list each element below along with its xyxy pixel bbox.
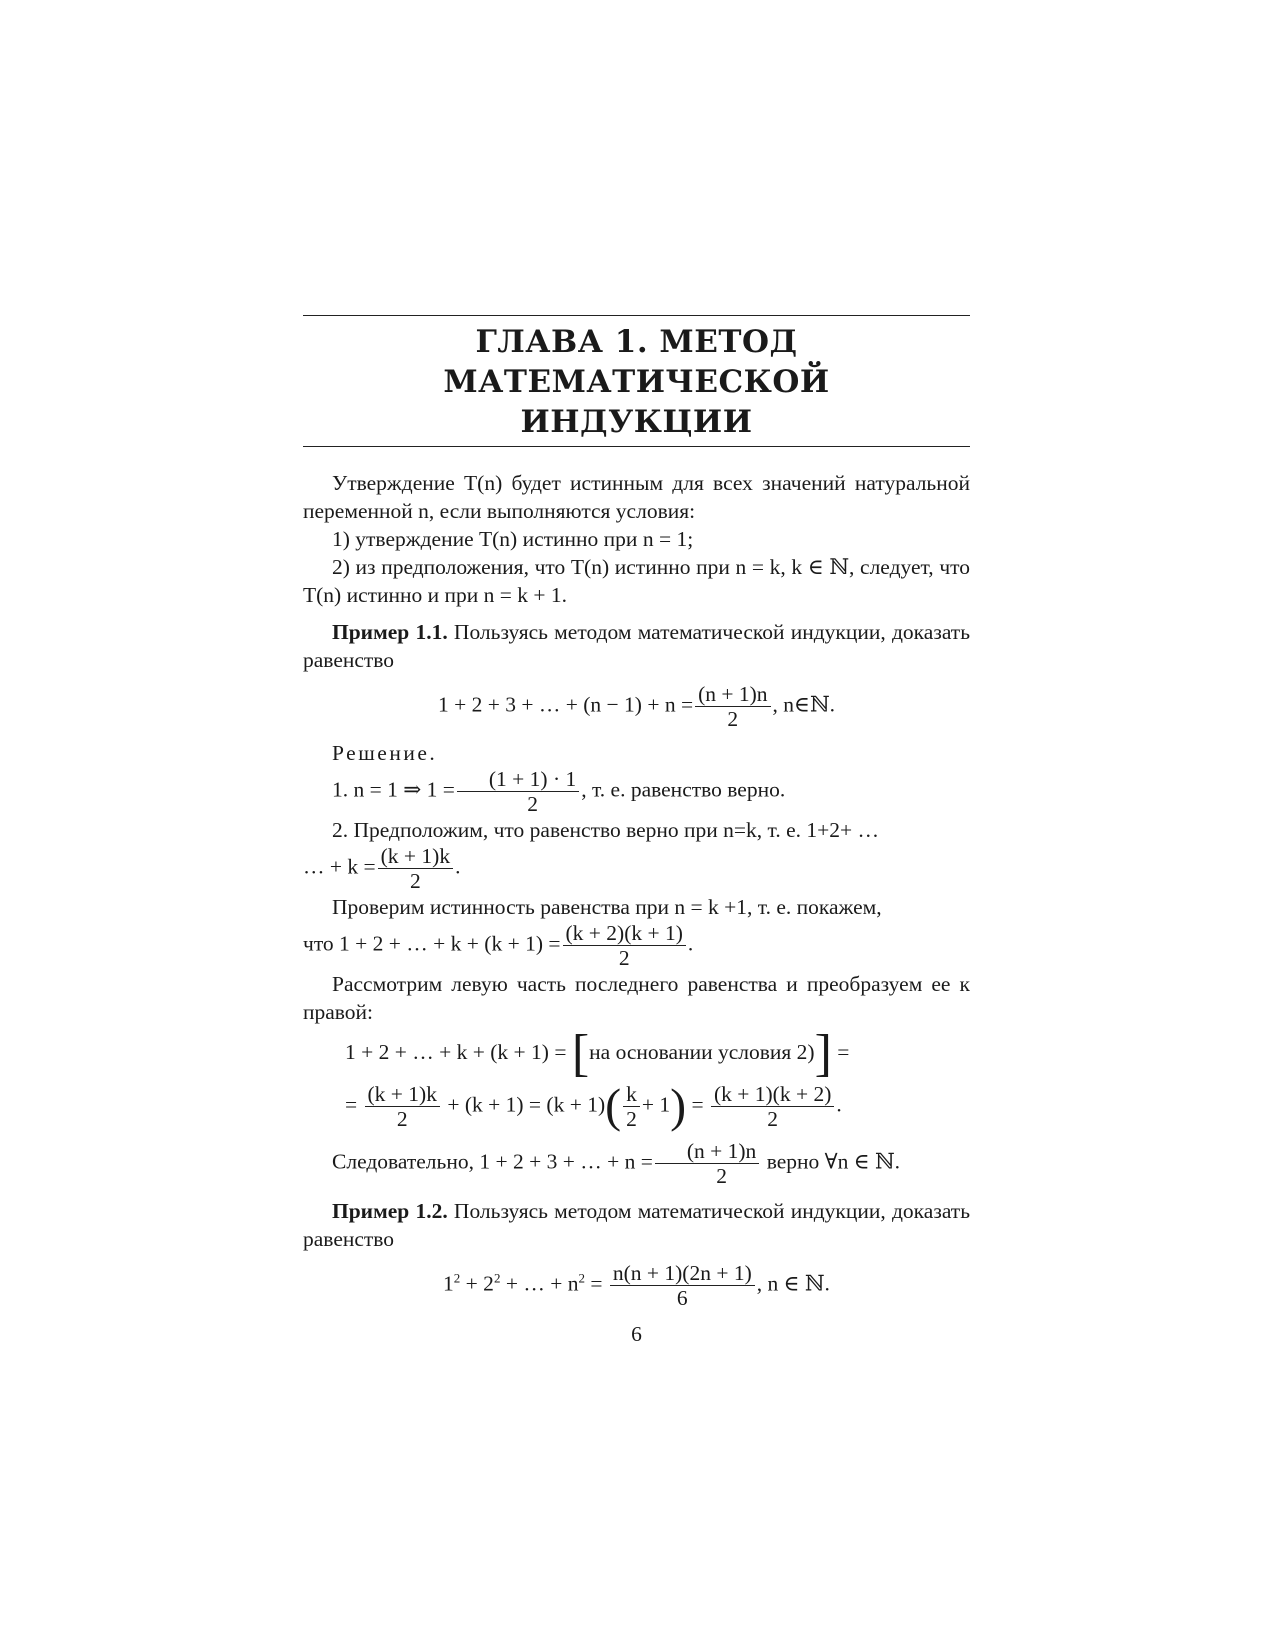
example-2-fraction (610, 1261, 755, 1310)
check-left: что 1 + 2 + … + k + (k + 1) = (303, 931, 561, 956)
check-paragraph: Проверим истинность равенства при n = k +1, т. е. покажем, (332, 895, 882, 919)
solution-label (303, 739, 970, 767)
fraction-numerator: (n + 1)n (655, 1139, 759, 1164)
page-number: 6 (631, 1322, 642, 1346)
example-1-formula (303, 682, 970, 731)
exponent: 2 (453, 1270, 461, 1286)
equation-2-end: . (836, 1092, 842, 1117)
example-1-formula-left: 1 + 2 + 3 + … + (n − 1) + n = (438, 692, 694, 717)
exponent: 2 (578, 1270, 585, 1286)
equation-2 (303, 1079, 970, 1133)
example-1-fraction (695, 682, 770, 731)
equation-1-right: = (837, 1039, 850, 1064)
fraction-numerator: (n + 1)n (695, 682, 770, 707)
equation-1 (303, 1025, 970, 1082)
book-page (303, 315, 970, 1348)
term-b: + 2 (460, 1271, 494, 1296)
check-right: . (687, 931, 694, 956)
check-fraction (563, 921, 686, 970)
example-1-text: Пользуясь методом математической индукции, доказать равенство (303, 620, 971, 672)
term-c: + … + n (500, 1271, 579, 1296)
fraction-numerator: (1 + 1) · 1 (457, 767, 579, 792)
fraction-numerator: (k + 1)k (378, 844, 453, 869)
example-1-statement (303, 618, 970, 674)
solution-step-2: 2. Предположим, что равенство верно при n=k, т. е. 1+2+ … (332, 818, 880, 842)
fraction-denominator: 2 (767, 1107, 779, 1131)
fraction-denominator: 2 (727, 707, 739, 731)
solution-step-1 (303, 767, 970, 816)
fraction-numerator: k (623, 1082, 640, 1107)
fraction-numerator: n(n + 1)(2n + 1) (610, 1261, 755, 1286)
consider-paragraph: Рассмотрим левую часть последнего равенства и преобразуем ее к правой: (303, 972, 970, 1024)
example-1-formula-right: , n∈ℕ. (772, 692, 835, 717)
term-d: = (584, 1271, 603, 1296)
condition-2: 2) из предположения, что T(n) истинно при n = k, k ∈ ℕ, следует, что T(n) истинно и при n = k + 1. (303, 555, 970, 607)
fraction-denominator: 2 (716, 1164, 727, 1188)
example-2-text: Пользуясь методом математической индукции, доказать равенство (303, 1199, 971, 1251)
conclusion-fraction (655, 1139, 759, 1188)
chapter-body (303, 469, 970, 1348)
equation-2-fraction-3 (711, 1082, 834, 1131)
fraction-numerator: (k + 1)(k + 2) (711, 1082, 834, 1107)
example-2-statement (303, 1197, 970, 1253)
fraction-denominator: 2 (618, 946, 630, 970)
intro-paragraph: Утверждение T(n) будет истинным для всех значений натуральной переменной n, если выполняются условия: (303, 471, 970, 523)
fraction-denominator: 2 (396, 1107, 408, 1131)
chapter-title (303, 316, 970, 446)
equation-2-start: = (345, 1092, 358, 1117)
equation-2-plus-one: + 1 (641, 1092, 671, 1117)
bottom-rule (303, 446, 970, 447)
step-1-left: 1. n = 1 ⇒ 1 = (332, 777, 455, 802)
step-1-right: , т. е. равенство верно. (581, 777, 786, 802)
example-1-label: Пример 1.1. (332, 620, 448, 644)
equation-2-fraction-1 (365, 1082, 440, 1131)
right-bracket: ] (814, 1025, 832, 1082)
example-2-formula (303, 1261, 970, 1310)
fraction-numerator: (k + 2)(k + 1) (563, 921, 686, 946)
example-2-formula-right: , n ∈ ℕ. (756, 1271, 830, 1296)
fraction-numerator: (k + 1)k (365, 1082, 440, 1107)
solution-label-text: Решение. (332, 741, 438, 765)
fraction-denominator: 2 (409, 869, 421, 893)
fraction-denominator: 2 (626, 1107, 637, 1131)
equation-1-bracket-text: на основании условия 2) (589, 1039, 815, 1064)
conclusion-left: Следовательно, 1 + 2 + 3 + … + n = (332, 1149, 653, 1174)
fraction-denominator: 2 (527, 792, 538, 816)
conclusion (303, 1139, 970, 1188)
fraction-denominator: 6 (676, 1286, 688, 1310)
equation-2-middle: + (k + 1) = (k + 1) (447, 1092, 606, 1117)
right-paren: ) (670, 1079, 687, 1133)
example-2-label: Пример 1.2. (332, 1199, 448, 1223)
left-bracket: [ (571, 1025, 590, 1082)
term-a: 1 (443, 1271, 454, 1296)
check-paragraph-cont (303, 921, 970, 970)
step-2-left: … + k = (303, 854, 376, 879)
equation-1-left: 1 + 2 + … + k + (k + 1) = (345, 1039, 567, 1064)
solution-step-2-cont (303, 844, 970, 893)
condition-1: 1) утверждение T(n) истинно при n = 1; (332, 527, 694, 551)
chapter-title-line2: ИНДУКЦИИ (520, 404, 753, 440)
step-1-fraction (457, 767, 579, 816)
equation-2-equals: = (691, 1092, 704, 1117)
equation-2-fraction-2 (623, 1082, 640, 1131)
left-paren: ( (605, 1079, 622, 1133)
chapter-title-line1: ГЛАВА 1. МЕТОД МАТЕМАТИЧЕСКОЙ (443, 324, 830, 400)
conclusion-right: верно ∀n ∈ ℕ. (761, 1149, 901, 1174)
step-2-fraction (378, 844, 453, 893)
step-2-right: . (455, 854, 461, 879)
exponent: 2 (493, 1270, 501, 1286)
